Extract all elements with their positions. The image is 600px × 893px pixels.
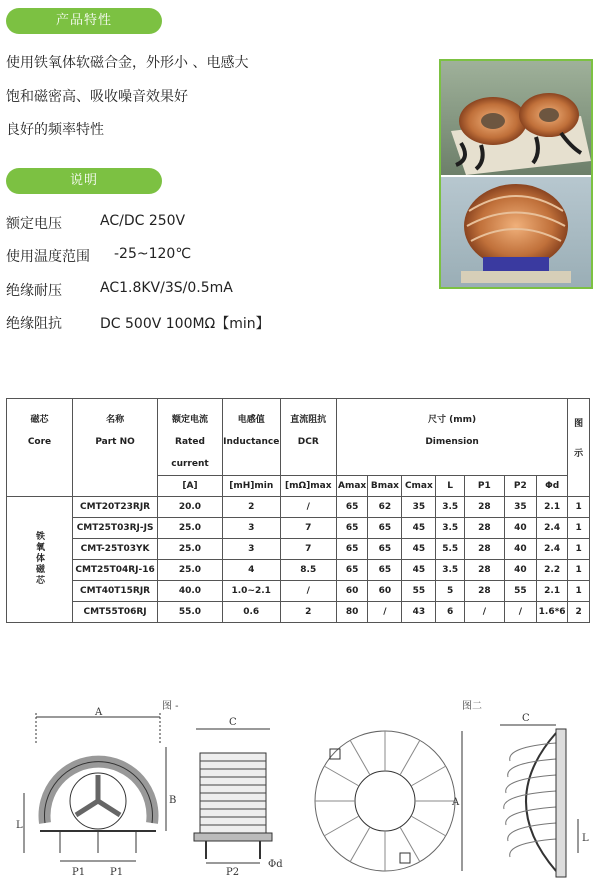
specs-section-title: 说明 bbox=[69, 173, 98, 188]
unit-cmax: Cmax bbox=[402, 476, 436, 497]
header-rated bbox=[158, 399, 223, 476]
cell-part: CMT-25T03YK bbox=[73, 539, 158, 560]
unit-dcr: [mΩ]max bbox=[280, 476, 336, 497]
cell-l: 5.5 bbox=[436, 539, 465, 560]
cell-amax: 65 bbox=[336, 539, 368, 560]
feature-line: 使用铁氧体软磁合金，外形小 、电感大 bbox=[6, 55, 249, 71]
cell-figure: 1 bbox=[568, 518, 590, 539]
cell-inductance: 3 bbox=[222, 539, 280, 560]
header-dcr-en: DCR bbox=[297, 437, 319, 447]
specs-section-header bbox=[6, 168, 162, 194]
header-dim-en: Dimension bbox=[425, 437, 479, 447]
cell-p1: 28 bbox=[464, 581, 504, 602]
cell-p2: 40 bbox=[504, 518, 536, 539]
cell-phid: 2.1 bbox=[536, 581, 567, 602]
unit-p1: P1 bbox=[464, 476, 504, 497]
figure-1-label: 图 - bbox=[162, 701, 179, 712]
cell-bmax: 65 bbox=[368, 518, 402, 539]
table-row bbox=[7, 581, 590, 602]
cell-p2: 40 bbox=[504, 539, 536, 560]
cell-amax: 65 bbox=[336, 560, 368, 581]
cell-rated: 25.0 bbox=[158, 539, 223, 560]
spec-value-temperature: -25~120℃ bbox=[114, 246, 192, 262]
cell-amax: 60 bbox=[336, 581, 368, 602]
header-part-en: Part NO bbox=[95, 437, 135, 447]
cell-phid: 2.4 bbox=[536, 539, 567, 560]
figure-1-side-view bbox=[194, 717, 283, 878]
cell-part: CMT25T03RJ-JS bbox=[73, 518, 158, 539]
cell-figure: 1 bbox=[568, 497, 590, 518]
cell-bmax: 65 bbox=[368, 539, 402, 560]
cell-cmax: 45 bbox=[402, 560, 436, 581]
figure-2-front-view bbox=[315, 731, 462, 871]
table-row bbox=[7, 518, 590, 539]
unit-amax: Amax bbox=[336, 476, 368, 497]
cell-bmax: 65 bbox=[368, 560, 402, 581]
header-core-cn: 磁芯 bbox=[30, 415, 49, 425]
header-rated-en2: current bbox=[171, 459, 209, 469]
header-fig-cn1: 图 bbox=[574, 419, 584, 429]
cell-inductance: 2 bbox=[222, 497, 280, 518]
cell-bmax: / bbox=[368, 602, 402, 623]
header-rated-cn: 额定电流 bbox=[171, 415, 208, 425]
header-part-cn: 名称 bbox=[106, 415, 125, 425]
header-figure bbox=[568, 399, 590, 497]
cell-p2: 35 bbox=[504, 497, 536, 518]
cell-p2: / bbox=[504, 602, 536, 623]
core-name-cell bbox=[7, 497, 73, 623]
figure-1-front-view bbox=[16, 707, 176, 878]
figure-2-side-view bbox=[500, 713, 589, 877]
table-row bbox=[7, 560, 590, 581]
cell-p1: 28 bbox=[464, 539, 504, 560]
cell-p2: 40 bbox=[504, 560, 536, 581]
product-photos bbox=[441, 61, 591, 287]
cell-bmax: 62 bbox=[368, 497, 402, 518]
cell-p1: 28 bbox=[464, 518, 504, 539]
dim-label-c-fig2: C bbox=[522, 713, 530, 724]
dim-label-p1-right: P1 bbox=[110, 867, 124, 878]
unit-inductance: [mH]min bbox=[222, 476, 280, 497]
header-dimension bbox=[336, 399, 567, 476]
header-ind-en: Inductance bbox=[223, 437, 280, 447]
spec-label-temperature: 使用温度范围 bbox=[6, 249, 90, 265]
cell-dcr: 8.5 bbox=[280, 560, 336, 581]
cell-figure: 1 bbox=[568, 581, 590, 602]
cell-rated: 25.0 bbox=[158, 518, 223, 539]
cell-cmax: 45 bbox=[402, 518, 436, 539]
header-inductance bbox=[222, 399, 280, 476]
cell-p1: 28 bbox=[464, 560, 504, 581]
core-name: 铁氧体磁芯 bbox=[34, 530, 44, 586]
cell-p2: 55 bbox=[504, 581, 536, 602]
cell-cmax: 55 bbox=[402, 581, 436, 602]
table-row bbox=[7, 602, 590, 623]
cell-inductance: 4 bbox=[222, 560, 280, 581]
cell-amax: 80 bbox=[336, 602, 368, 623]
cell-rated: 55.0 bbox=[158, 602, 223, 623]
dim-label-phid: Φd bbox=[268, 859, 283, 870]
cell-dcr: 7 bbox=[280, 518, 336, 539]
spec-value-voltage: AC/DC 250V bbox=[100, 213, 186, 229]
cell-phid: 2.2 bbox=[536, 560, 567, 581]
cell-rated: 25.0 bbox=[158, 560, 223, 581]
cell-figure: 1 bbox=[568, 560, 590, 581]
header-dcr bbox=[280, 399, 336, 476]
unit-bmax: Bmax bbox=[368, 476, 402, 497]
dim-label-l: L bbox=[16, 820, 23, 831]
unit-rated: [A] bbox=[158, 476, 223, 497]
spec-label-voltage: 额定电压 bbox=[6, 216, 62, 232]
figure-2-label: 图二 bbox=[462, 701, 482, 712]
features-section-title: 产品特性 bbox=[55, 13, 112, 28]
dim-label-p2: P2 bbox=[226, 867, 240, 878]
header-dim-cn: 尺寸 (mm) bbox=[428, 415, 477, 425]
table-header-row bbox=[7, 399, 590, 476]
dim-label-b: B bbox=[169, 795, 177, 806]
cell-cmax: 43 bbox=[402, 602, 436, 623]
cell-inductance: 3 bbox=[222, 518, 280, 539]
cell-l: 3.5 bbox=[436, 518, 465, 539]
dim-label-p1-left: P1 bbox=[72, 867, 86, 878]
cell-phid: 1.6*6 bbox=[536, 602, 567, 623]
cell-figure: 1 bbox=[568, 539, 590, 560]
cell-amax: 65 bbox=[336, 497, 368, 518]
cell-cmax: 45 bbox=[402, 539, 436, 560]
feature-line: 饱和磁密高、吸收噪音效果好 bbox=[6, 89, 188, 105]
cell-dcr: 2 bbox=[280, 602, 336, 623]
dim-label-c: C bbox=[229, 717, 237, 728]
dimension-drawings bbox=[0, 703, 600, 893]
unit-l: L bbox=[436, 476, 465, 497]
cell-p1: 28 bbox=[464, 497, 504, 518]
header-core-en: Core bbox=[27, 437, 52, 447]
cell-part: CMT55T06RJ bbox=[73, 602, 158, 623]
cell-l: 3.5 bbox=[436, 497, 465, 518]
spec-label-insulation: 绝缘阻抗 bbox=[6, 316, 62, 332]
unit-p2: P2 bbox=[504, 476, 536, 497]
header-core bbox=[7, 399, 73, 497]
table-row bbox=[7, 539, 590, 560]
cell-part: CMT40T15RJR bbox=[73, 581, 158, 602]
unit-phid: Φd bbox=[536, 476, 567, 497]
cell-part: CMT20T23RJR bbox=[73, 497, 158, 518]
cell-l: 5 bbox=[436, 581, 465, 602]
dim-label-a: A bbox=[95, 707, 103, 718]
cell-rated: 40.0 bbox=[158, 581, 223, 602]
cell-figure: 2 bbox=[568, 602, 590, 623]
cell-phid: 2.1 bbox=[536, 497, 567, 518]
photo-bottom bbox=[441, 177, 591, 287]
cell-l: 3.5 bbox=[436, 560, 465, 581]
cell-p1: / bbox=[464, 602, 504, 623]
header-rated-en: Rated bbox=[175, 437, 205, 447]
cell-cmax: 35 bbox=[402, 497, 436, 518]
dim-label-l-fig2: L bbox=[582, 833, 589, 844]
photo-top bbox=[441, 61, 591, 175]
header-fig-cn2: 示 bbox=[574, 449, 584, 459]
header-part bbox=[73, 399, 158, 497]
header-dcr-cn: 直流阻抗 bbox=[290, 415, 327, 425]
cell-l: 6 bbox=[436, 602, 465, 623]
spec-value-insulation: DC 500V 100MΩ【min】 bbox=[100, 316, 270, 332]
cell-phid: 2.4 bbox=[536, 518, 567, 539]
cell-inductance: 1.0~2.1 bbox=[222, 581, 280, 602]
cell-dcr: / bbox=[280, 497, 336, 518]
spec-value-withstand: AC1.8KV/3S/0.5mA bbox=[100, 280, 233, 296]
features-section-header bbox=[6, 8, 162, 34]
cell-amax: 65 bbox=[336, 518, 368, 539]
spec-label-withstand: 绝缘耐压 bbox=[6, 283, 62, 299]
product-photo-frame bbox=[439, 59, 593, 289]
cell-part: CMT25T04RJ-16 bbox=[73, 560, 158, 581]
spec-table bbox=[6, 398, 590, 623]
feature-line: 良好的频率特性 bbox=[6, 122, 104, 138]
cell-dcr: / bbox=[280, 581, 336, 602]
cell-dcr: 7 bbox=[280, 539, 336, 560]
cell-bmax: 60 bbox=[368, 581, 402, 602]
table-row bbox=[7, 497, 590, 518]
header-ind-cn: 电感值 bbox=[237, 415, 265, 425]
dim-label-a-fig2: A bbox=[452, 797, 460, 808]
cell-inductance: 0.6 bbox=[222, 602, 280, 623]
cell-rated: 20.0 bbox=[158, 497, 223, 518]
